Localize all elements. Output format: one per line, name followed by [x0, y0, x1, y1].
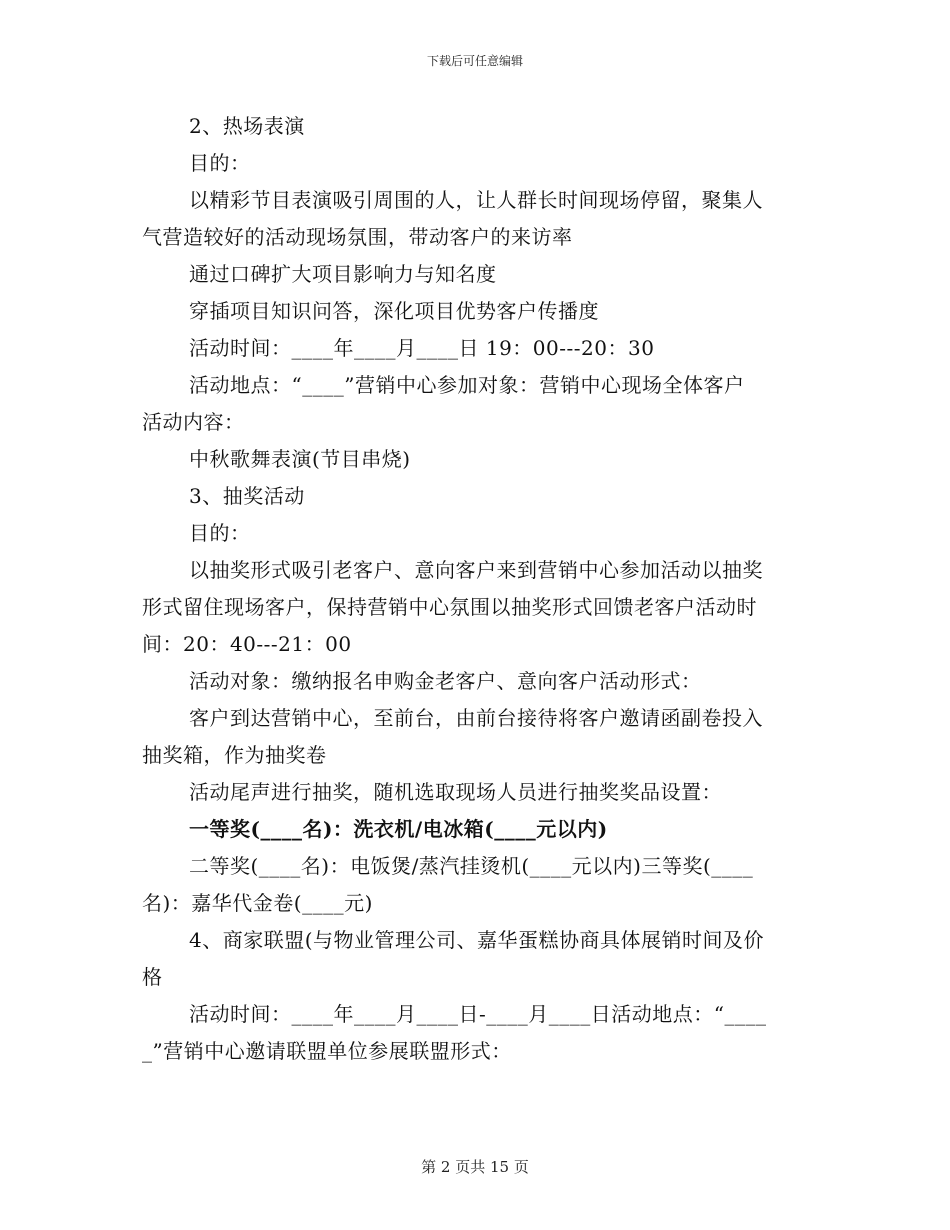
text-line: 客户到达营销中心，至前台，由前台接待将客户邀请函副卷投入 [189, 706, 763, 730]
text-line: 活动尾声进行抽奖，随机选取现场人员进行抽奖奖品设置： [189, 780, 722, 804]
page-number: 第 2 页共 15 页 [421, 1158, 529, 1176]
page-header: 下载后可任意编辑 [426, 54, 523, 68]
document-body [142, 108, 802, 1070]
text-line: 通过口碑扩大项目影响力与知名度 [189, 262, 497, 286]
text-line: 活动时间：____年____月____日-____月____日活动地点：“____ [189, 1002, 767, 1026]
text-line: 穿插项目知识问答，深化项目优势客户传播度 [189, 299, 599, 323]
text-line: 名)：嘉华代金卷(____元) [142, 891, 373, 915]
text-line: 二等奖(____名)：电饭煲/蒸汽挂烫机(____元以内)三等奖(____ [189, 854, 754, 878]
text-line: _”营销中心邀请联盟单位参展联盟形式： [142, 1039, 512, 1063]
text-line: 活动内容： [142, 410, 245, 434]
text-line: 4、商家联盟(与物业管理公司、嘉华蛋糕协商具体展销时间及价 [189, 928, 765, 952]
text-line: 一等奖(____名)：洗衣机/电冰箱(____元以内) [189, 817, 608, 841]
text-line: 格 [142, 965, 163, 989]
text-line: 目的： [189, 521, 251, 545]
text-line: 3、抽奖活动 [189, 484, 305, 508]
text-line: 2、热场表演 [189, 114, 305, 138]
text-line: 活动地点：“____”营销中心参加对象：营销中心现场全体客户 [189, 373, 745, 397]
text-line: 形式留住现场客户，保持营销中心氛围以抽奖形式回馈老客户活动时 [142, 595, 757, 619]
text-line: 活动时间：____年____月____日 19：00---20：30 [189, 336, 655, 360]
text-line: 中秋歌舞表演(节目串烧) [189, 447, 411, 471]
text-line: 间：20：40---21：00 [142, 632, 352, 656]
text-line: 活动对象：缴纳报名申购金老客户、意向客户活动形式： [189, 669, 702, 693]
text-line: 以精彩节目表演吸引周围的人，让人群长时间现场停留，聚集人 [189, 188, 763, 212]
text-line: 气营造较好的活动现场氛围，带动客户的来访率 [142, 225, 573, 249]
text-line: 抽奖箱，作为抽奖卷 [142, 743, 327, 767]
text-line: 目的： [189, 151, 251, 175]
text-line: 以抽奖形式吸引老客户、意向客户来到营销中心参加活动以抽奖 [189, 558, 763, 582]
